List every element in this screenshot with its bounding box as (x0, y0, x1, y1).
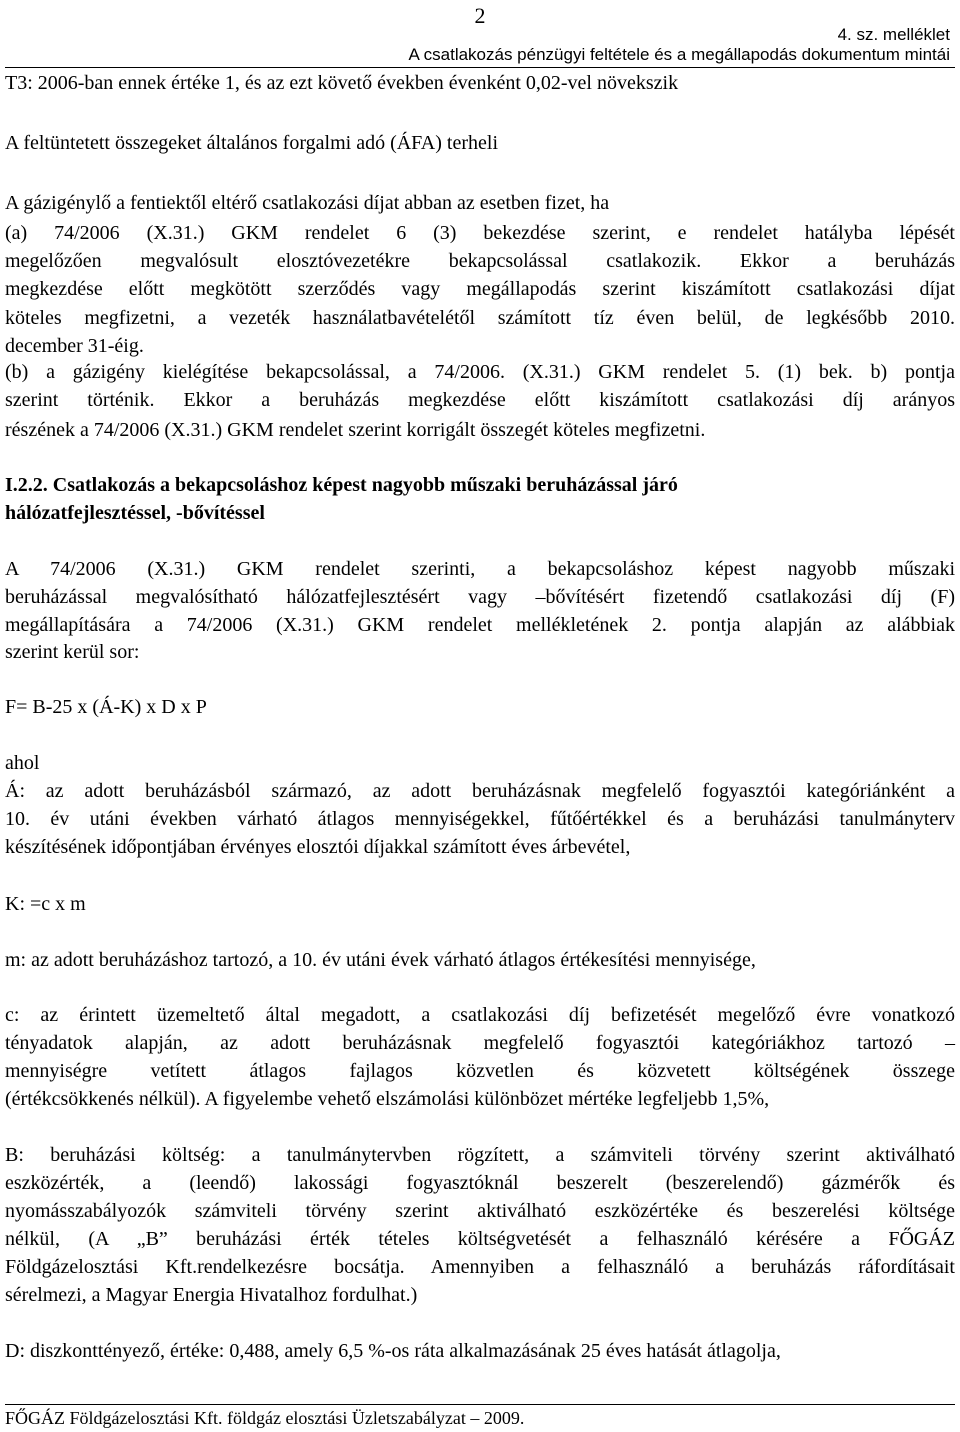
text-line: nélkül, (A „B” beruházási érték tételes költségvetését a felhasználó kérésére a FŐGÁZ (5, 1228, 955, 1250)
text-line: készítésének időpontjában érvényes elosztói díjakkal számított éves árbevétel, (5, 836, 631, 858)
text-line: T3: 2006-ban ennek értéke 1, és az ezt követő években évenként 0,02-vel növekszik (5, 72, 679, 94)
text-line: megkezdése előtt megkötött szerződés vagy megállapodás szerint kiszámított csatlakozási díjat (5, 278, 955, 300)
text-line: szerint történik. Ekkor a beruházás megkezdése előtt kiszámított csatlakozási díj arányos (5, 389, 955, 411)
text-line: Á: az adott beruházásból származó, az adott beruházásnak megfelelő fogyasztói kategóriánként a (5, 780, 955, 802)
text-line: m: az adott beruházáshoz tartozó, a 10. év utáni évek várható átlagos értékesítési mennyisége, (5, 949, 756, 971)
formula: F= B-25 x (Á-K) x D x P (5, 696, 207, 718)
text-line: eszközérték, a (leendő) lakossági fogyasztóknál beszerelt (beszerelendő) gázmérők és (5, 1172, 955, 1194)
page-footer: FŐGÁZ Földgázelosztási Kft. földgáz elosztási Üzletszabályzat – 2009. (5, 1408, 525, 1428)
text-line: Földgázelosztási Kft.rendelkezésre bocsátja. Amennyiben a felhasználó a beruházás ráfordításait (5, 1256, 955, 1278)
text-line: részének a 74/2006 (X.31.) GKM rendelet szerint korrigált összegét köteles megfizetni. (5, 419, 706, 441)
section-heading: I.2.2. Csatlakozás a bekapcsoláshoz képest nagyobb műszaki beruházással járó (5, 474, 678, 496)
text-line: köteles megfizetni, a vezeték használatbavételétől számított tíz éven belül, de legkésőbb 2010. (5, 307, 955, 329)
text-line: (b) a gázigény kielégítése bekapcsolással, a 74/2006. (X.31.) GKM rendelet 5. (1) bek. b) pontja (5, 361, 955, 383)
text-line: 10. év utáni években várható átlagos mennyiségekkel, fűtőértékkel és a beruházási tanulmányterv (5, 808, 955, 830)
page-number: 2 (474, 3, 486, 28)
text-line: A 74/2006 (X.31.) GKM rendelet szerinti, a bekapcsoláshoz képest nagyobb műszaki (5, 558, 955, 580)
text-line: szerint kerül sor: (5, 641, 140, 663)
section-heading: hálózatfejlesztéssel, -bővítéssel (5, 502, 265, 524)
formula: K: =c x m (5, 893, 86, 915)
text-line: (értékcsökkenés nélkül). A figyelembe vehető elszámolási különbözet mértéke legfeljebb 1,5%, (5, 1088, 770, 1110)
text-line: (a) 74/2006 (X.31.) GKM rendelet 6 (3) bekezdése szerint, e rendelet hatályba lépését (5, 222, 955, 244)
text-line: nyomásszabályozók számviteli törvény szerint aktiválható eszközértéke és beszerelési költsége (5, 1200, 955, 1222)
text-line: tényadatok alapján, az adott beruházásnak megfelelő fogyasztói kategóriákhoz tartozó – (5, 1032, 955, 1054)
text-line: c: az érintett üzemeltető által megadott, a csatlakozási díj befizetését megelőző évre vonatkozó (5, 1004, 955, 1026)
text-line: sérelmezi, a Magyar Energia Hivatalhoz fordulhat.) (5, 1284, 418, 1306)
text-line: megállapítására a 74/2006 (X.31.) GKM rendelet mellékletének 2. pontja alapján az alábbiak (5, 614, 955, 636)
document-subtitle: A csatlakozás pénzügyi feltétele és a megállapodás dokumentum mintái (408, 45, 950, 64)
annex-label: 4. sz. melléklet (837, 25, 950, 44)
text-line: D: diszkonttényező, értéke: 0,488, amely 6,5 %-os ráta alkalmazásának 25 éves hatását átlagolja, (5, 1340, 781, 1362)
text-line: beruházással megvalósítható hálózatfejlesztésért vagy –bővítésért fizetendő csatlakozási díj (F) (5, 586, 955, 608)
text-line: A feltüntetett összegeket általános forgalmi adó (ÁFA) terheli (5, 132, 498, 154)
text-line: mennyiségre vetített átlagos fajlagos közvetlen és közvetett költségének összege (5, 1060, 955, 1082)
footer-rule (5, 1404, 955, 1405)
text-line: B: beruházási költség: a tanulmánytervben rögzített, a számviteli törvény szerint aktiválható (5, 1144, 955, 1166)
text-line: A gázigénylő a fentiektől eltérő csatlakozási díjat abban az esetben fizet, ha (5, 192, 610, 214)
header-rule (5, 67, 955, 68)
text-line: megelőzően megvalósult elosztóvezetékre bekapcsolással csatlakozik. Ekkor a beruházás (5, 250, 955, 272)
text-line: december 31-éig. (5, 335, 144, 357)
text-line: ahol (5, 752, 40, 774)
